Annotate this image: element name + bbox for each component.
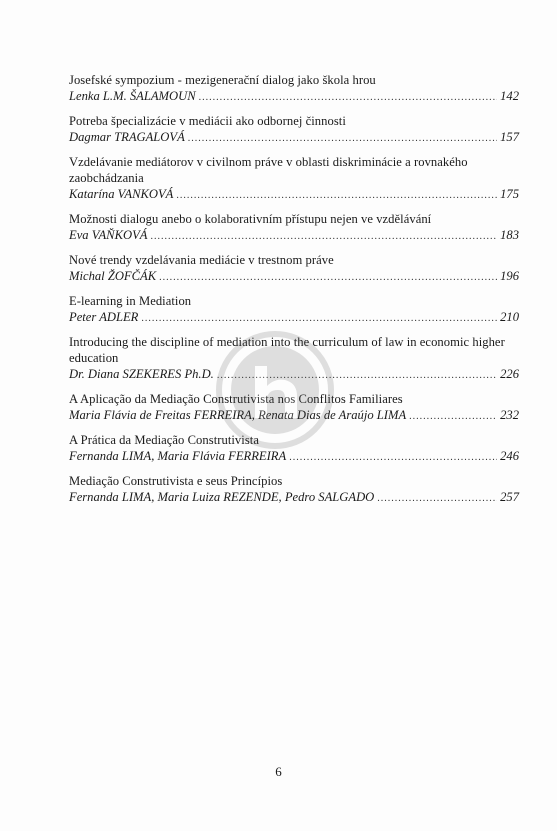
page-number: 6 <box>275 764 282 779</box>
dot-leader <box>377 491 497 507</box>
entry-author-line <box>69 448 519 466</box>
toc-entry <box>69 72 519 106</box>
entry-author: Peter ADLER <box>69 310 139 324</box>
entry-author: Fernanda LIMA, Maria Flávia FERREIRA <box>69 449 287 463</box>
entry-page: 157 <box>500 130 519 144</box>
entry-author-line <box>69 88 519 106</box>
entry-author-line <box>69 309 519 327</box>
dot-leader <box>150 229 497 245</box>
entry-title: A Aplicação da Mediação Construtivista nos Conflitos Familiares <box>69 392 403 406</box>
entry-title: Introducing the discipline of mediation into the curriculum of law in economic higher education <box>69 335 505 365</box>
entry-title: Mediação Construtivista e seus Princípios <box>69 474 283 488</box>
entry-page: 210 <box>500 310 519 324</box>
entry-author-line <box>69 129 519 147</box>
entry-author: Dr. Diana SZEKERES Ph.D. <box>69 367 214 381</box>
entry-author: Lenka L.M. ŠALAMOUN <box>69 89 196 103</box>
entry-title: A Prática da Mediação Construtivista <box>69 433 259 447</box>
dot-leader <box>199 90 497 106</box>
entry-page: 196 <box>500 269 519 283</box>
entry-author-line <box>69 186 519 204</box>
entry-page: 257 <box>500 490 519 504</box>
entry-page: 175 <box>500 187 519 201</box>
toc-entry <box>69 154 519 204</box>
entry-author-line <box>69 366 519 384</box>
entry-author-line <box>69 268 519 286</box>
entry-author: Katarína VANKOVÁ <box>69 187 174 201</box>
toc-entry <box>69 113 519 147</box>
entry-page: 183 <box>500 228 519 242</box>
toc-entry <box>69 432 519 466</box>
entry-title: Nové trendy vzdelávania mediácie v trestnom práve <box>69 253 334 267</box>
toc-entry <box>69 293 519 327</box>
entry-page: 226 <box>500 367 519 381</box>
entry-author: Michal ŽOFČÁK <box>69 269 157 283</box>
table-of-contents <box>69 72 519 514</box>
entry-page: 246 <box>500 449 519 463</box>
toc-entry <box>69 211 519 245</box>
entry-title: Možnosti dialogu anebo o kolaborativním přístupu nejen ve vzdělávání <box>69 212 432 226</box>
entry-title: Vzdelávanie mediátorov v civilnom práve v oblasti diskriminácie a rovnakého zaobchádzania <box>69 155 468 185</box>
dot-leader <box>217 368 497 384</box>
dot-leader <box>141 311 497 327</box>
toc-entry <box>69 252 519 286</box>
dot-leader <box>188 131 497 147</box>
entry-author-line <box>69 227 519 245</box>
toc-entry <box>69 473 519 507</box>
entry-title: E-learning in Mediation <box>69 294 192 308</box>
entry-author: Dagmar TRAGALOVÁ <box>69 130 185 144</box>
entry-title: Josefské sympozium - mezigenerační dialog jako škola hrou <box>69 73 376 87</box>
dot-leader <box>409 409 497 425</box>
dot-leader <box>159 270 497 286</box>
toc-entry <box>69 334 519 384</box>
dot-leader <box>176 188 497 204</box>
entry-author-line <box>69 407 519 425</box>
entry-page: 142 <box>500 89 519 103</box>
entry-title: Potreba špecializácie v mediácii ako odbornej činnosti <box>69 114 346 128</box>
dot-leader <box>289 450 497 466</box>
toc-entry <box>69 391 519 425</box>
entry-author: Fernanda LIMA, Maria Luiza REZENDE, Pedro SALGADO <box>69 490 375 504</box>
entry-author: Eva VAŇKOVÁ <box>69 228 148 242</box>
entry-author: Maria Flávia de Freitas FERREIRA, Renata Dias de Araújo LIMA <box>69 408 407 422</box>
entry-author-line <box>69 489 519 507</box>
entry-page: 232 <box>500 408 519 422</box>
